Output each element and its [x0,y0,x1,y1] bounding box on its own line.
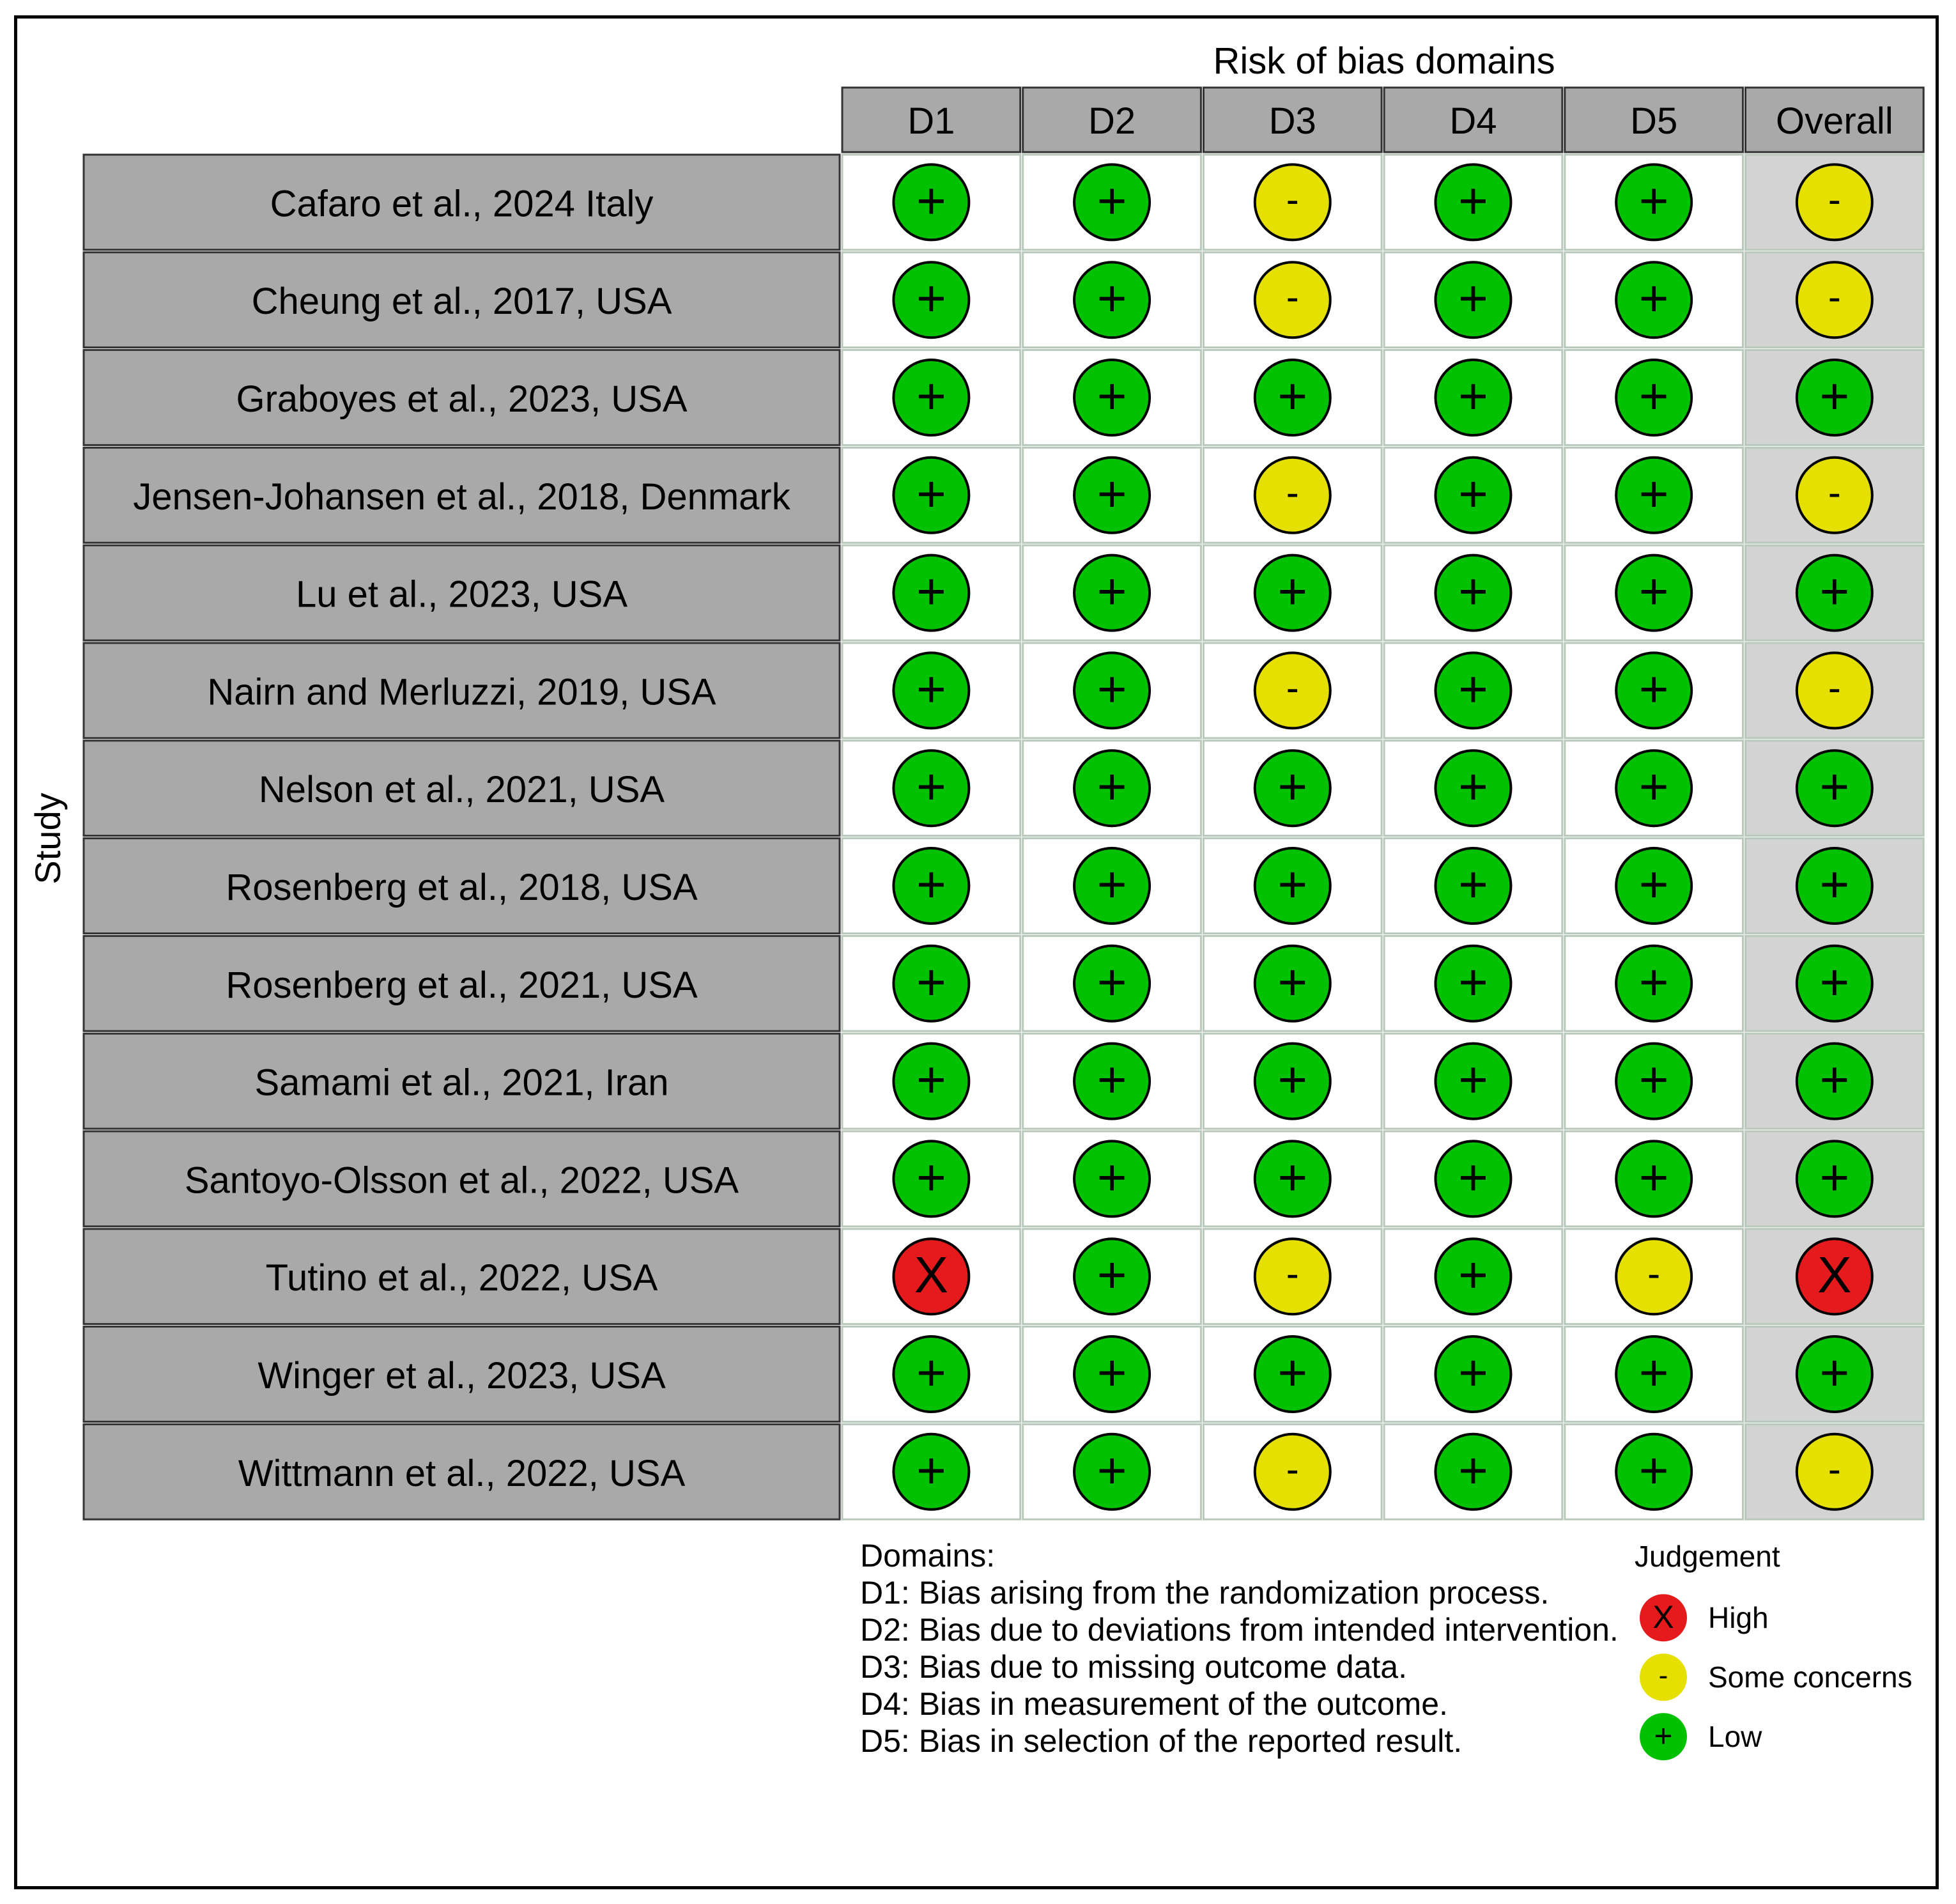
judgement-symbol: + [1819,1149,1850,1206]
judgement-symbol: + [1097,758,1127,816]
judgement-symbol: + [1638,368,1669,424]
domain-description: D2: Bias due to deviations from intended intervention. [860,1612,1619,1648]
judgement-symbol: + [1638,1051,1669,1108]
judgement-symbol: - [1286,178,1299,221]
judgement-symbol: + [1097,172,1127,229]
judgement-symbol: + [1458,172,1488,229]
judgement-symbol: + [916,1051,946,1108]
column-header-label: D2 [1088,100,1136,142]
column-header-label: D4 [1449,100,1497,142]
study-label: Samami et al., 2021, Iran [254,1062,669,1104]
judgement-symbol: + [1638,1149,1669,1206]
judgement-symbol: + [1097,660,1127,718]
judgement-symbol: + [1458,758,1488,816]
judgement-symbol: - [1286,1447,1299,1490]
judgement-symbol: + [1097,1344,1127,1401]
study-label: Rosenberg et al., 2018, USA [226,867,698,908]
judgement-symbol: - [1828,275,1841,319]
column-header-label: D1 [907,100,955,142]
judgement-symbol: + [1097,953,1127,1010]
judgement-symbol: + [1458,953,1488,1010]
judgement-symbol: + [1097,1441,1127,1499]
judgement-symbol: + [916,270,946,327]
judgement-symbol: + [1638,172,1669,229]
judgement-symbol: + [1638,953,1669,1010]
judgement-symbol: + [1277,368,1308,424]
judgement-symbol: + [916,1344,946,1401]
judgement-symbol: + [1638,562,1669,620]
judgement-symbol: - [1828,470,1841,514]
y-axis-label: Study [27,793,68,885]
judgement-symbol: + [916,1441,946,1499]
domain-description: D5: Bias in selection of the reported result. [860,1723,1463,1760]
judgement-symbol: + [1097,368,1127,424]
study-label: Tutino et al., 2022, USA [265,1257,658,1299]
judgement-symbol: - [1828,666,1841,709]
judgement-symbol: X [914,1246,949,1304]
judgement-symbol: - [1286,275,1299,319]
judgement-symbol: + [1097,270,1127,327]
judgement-symbol: + [1819,368,1850,424]
judgement-symbol: + [916,172,946,229]
study-label: Graboyes et al., 2023, USA [236,378,688,420]
judgement-symbol: + [1458,660,1488,718]
judgement-symbol: + [1638,1344,1669,1401]
domain-description: D3: Bias due to missing outcome data. [860,1649,1408,1685]
judgement-symbol: + [916,562,946,620]
judgement-symbol: + [1277,758,1308,816]
study-label: Rosenberg et al., 2021, USA [226,964,698,1006]
column-header-label: Overall [1775,100,1893,142]
column-header-label: D3 [1268,100,1316,142]
judgement-symbol: + [1458,270,1488,327]
judgement-symbol: + [1819,1344,1850,1401]
study-label: Wittmann et al., 2022, USA [238,1452,686,1494]
judgement-symbol: + [1097,465,1127,522]
domains-heading: Domains: [860,1538,996,1574]
judgement-symbol: + [1638,856,1669,913]
chart-title: Risk of bias domains [1213,40,1555,82]
judgement-symbol: + [1277,953,1308,1010]
judgement-symbol: + [916,465,946,522]
judgement-symbol: + [1097,562,1127,620]
judgement-symbol: + [1097,1149,1127,1206]
judgement-symbol: + [1819,1051,1850,1108]
judgement-symbol: + [1819,562,1850,620]
judgement-symbol: - [1286,470,1299,514]
judgement-symbol: - [1286,666,1299,709]
judgement-symbol: + [1097,856,1127,913]
study-label: Nelson et al., 2021, USA [258,769,665,811]
judgement-symbol: + [1458,465,1488,522]
judgement-symbol: + [1819,856,1850,913]
judgement-symbol: + [916,856,946,913]
legend-symbol: X [1652,1599,1674,1636]
legend-label: Low [1708,1720,1762,1754]
judgement-symbol: + [916,368,946,424]
legend-symbol: + [1654,1718,1673,1754]
judgement-symbol: + [1458,1441,1488,1499]
judgement-symbol: - [1828,1447,1841,1490]
legend-label: High [1708,1601,1769,1635]
judgement-symbol: + [1458,1051,1488,1108]
judgement-symbol: + [1458,1344,1488,1401]
study-label: Winger et al., 2023, USA [258,1355,666,1397]
judgement-symbol: + [1638,270,1669,327]
legend-label: Some concerns [1708,1660,1913,1694]
judgement-symbol: + [1638,660,1669,718]
judgement-symbol: + [1458,1246,1488,1304]
study-label: Jensen-Johansen et al., 2018, Denmark [133,476,790,518]
judgement-symbol: - [1828,178,1841,221]
judgement-symbol: + [916,1149,946,1206]
domain-description: D4: Bias in measurement of the outcome. [860,1686,1448,1722]
judgement-symbol: + [1097,1051,1127,1108]
judgement-symbol: + [1277,1051,1308,1108]
judgement-symbol: + [916,758,946,816]
judgement-symbol: + [1458,368,1488,424]
study-label: Santoyo-Olsson et al., 2022, USA [184,1159,739,1202]
study-label: Cafaro et al., 2024 Italy [270,183,654,225]
judgement-symbol: + [1638,1441,1669,1499]
judgement-symbol: + [1458,1149,1488,1206]
judgement-symbol: X [1817,1246,1852,1304]
judgement-symbol: + [1458,562,1488,620]
judgement-symbol: - [1286,1252,1299,1296]
judgement-symbol: + [1097,1246,1127,1304]
judgement-symbol: + [1819,758,1850,816]
study-label: Cheung et al., 2017, USA [251,281,672,323]
domain-description: D1: Bias arising from the randomization process. [860,1575,1550,1611]
judgement-symbol: + [916,953,946,1010]
judgement-symbol: + [1277,856,1308,913]
judgement-symbol: + [1277,562,1308,620]
judgement-symbol: + [1458,856,1488,913]
judgement-symbol: + [1277,1149,1308,1206]
judgement-symbol: + [916,660,946,718]
study-label: Nairn and Merluzzi, 2019, USA [207,671,716,713]
column-header-label: D5 [1630,100,1678,142]
judgement-symbol: - [1647,1252,1661,1296]
legend-symbol: - [1658,1660,1668,1692]
judgement-symbol: + [1819,953,1850,1010]
study-label: Lu et al., 2023, USA [295,573,628,615]
judgement-symbol: + [1638,465,1669,522]
legend-title: Judgement [1635,1540,1780,1574]
judgement-symbol: + [1638,758,1669,816]
judgement-symbol: + [1277,1344,1308,1401]
